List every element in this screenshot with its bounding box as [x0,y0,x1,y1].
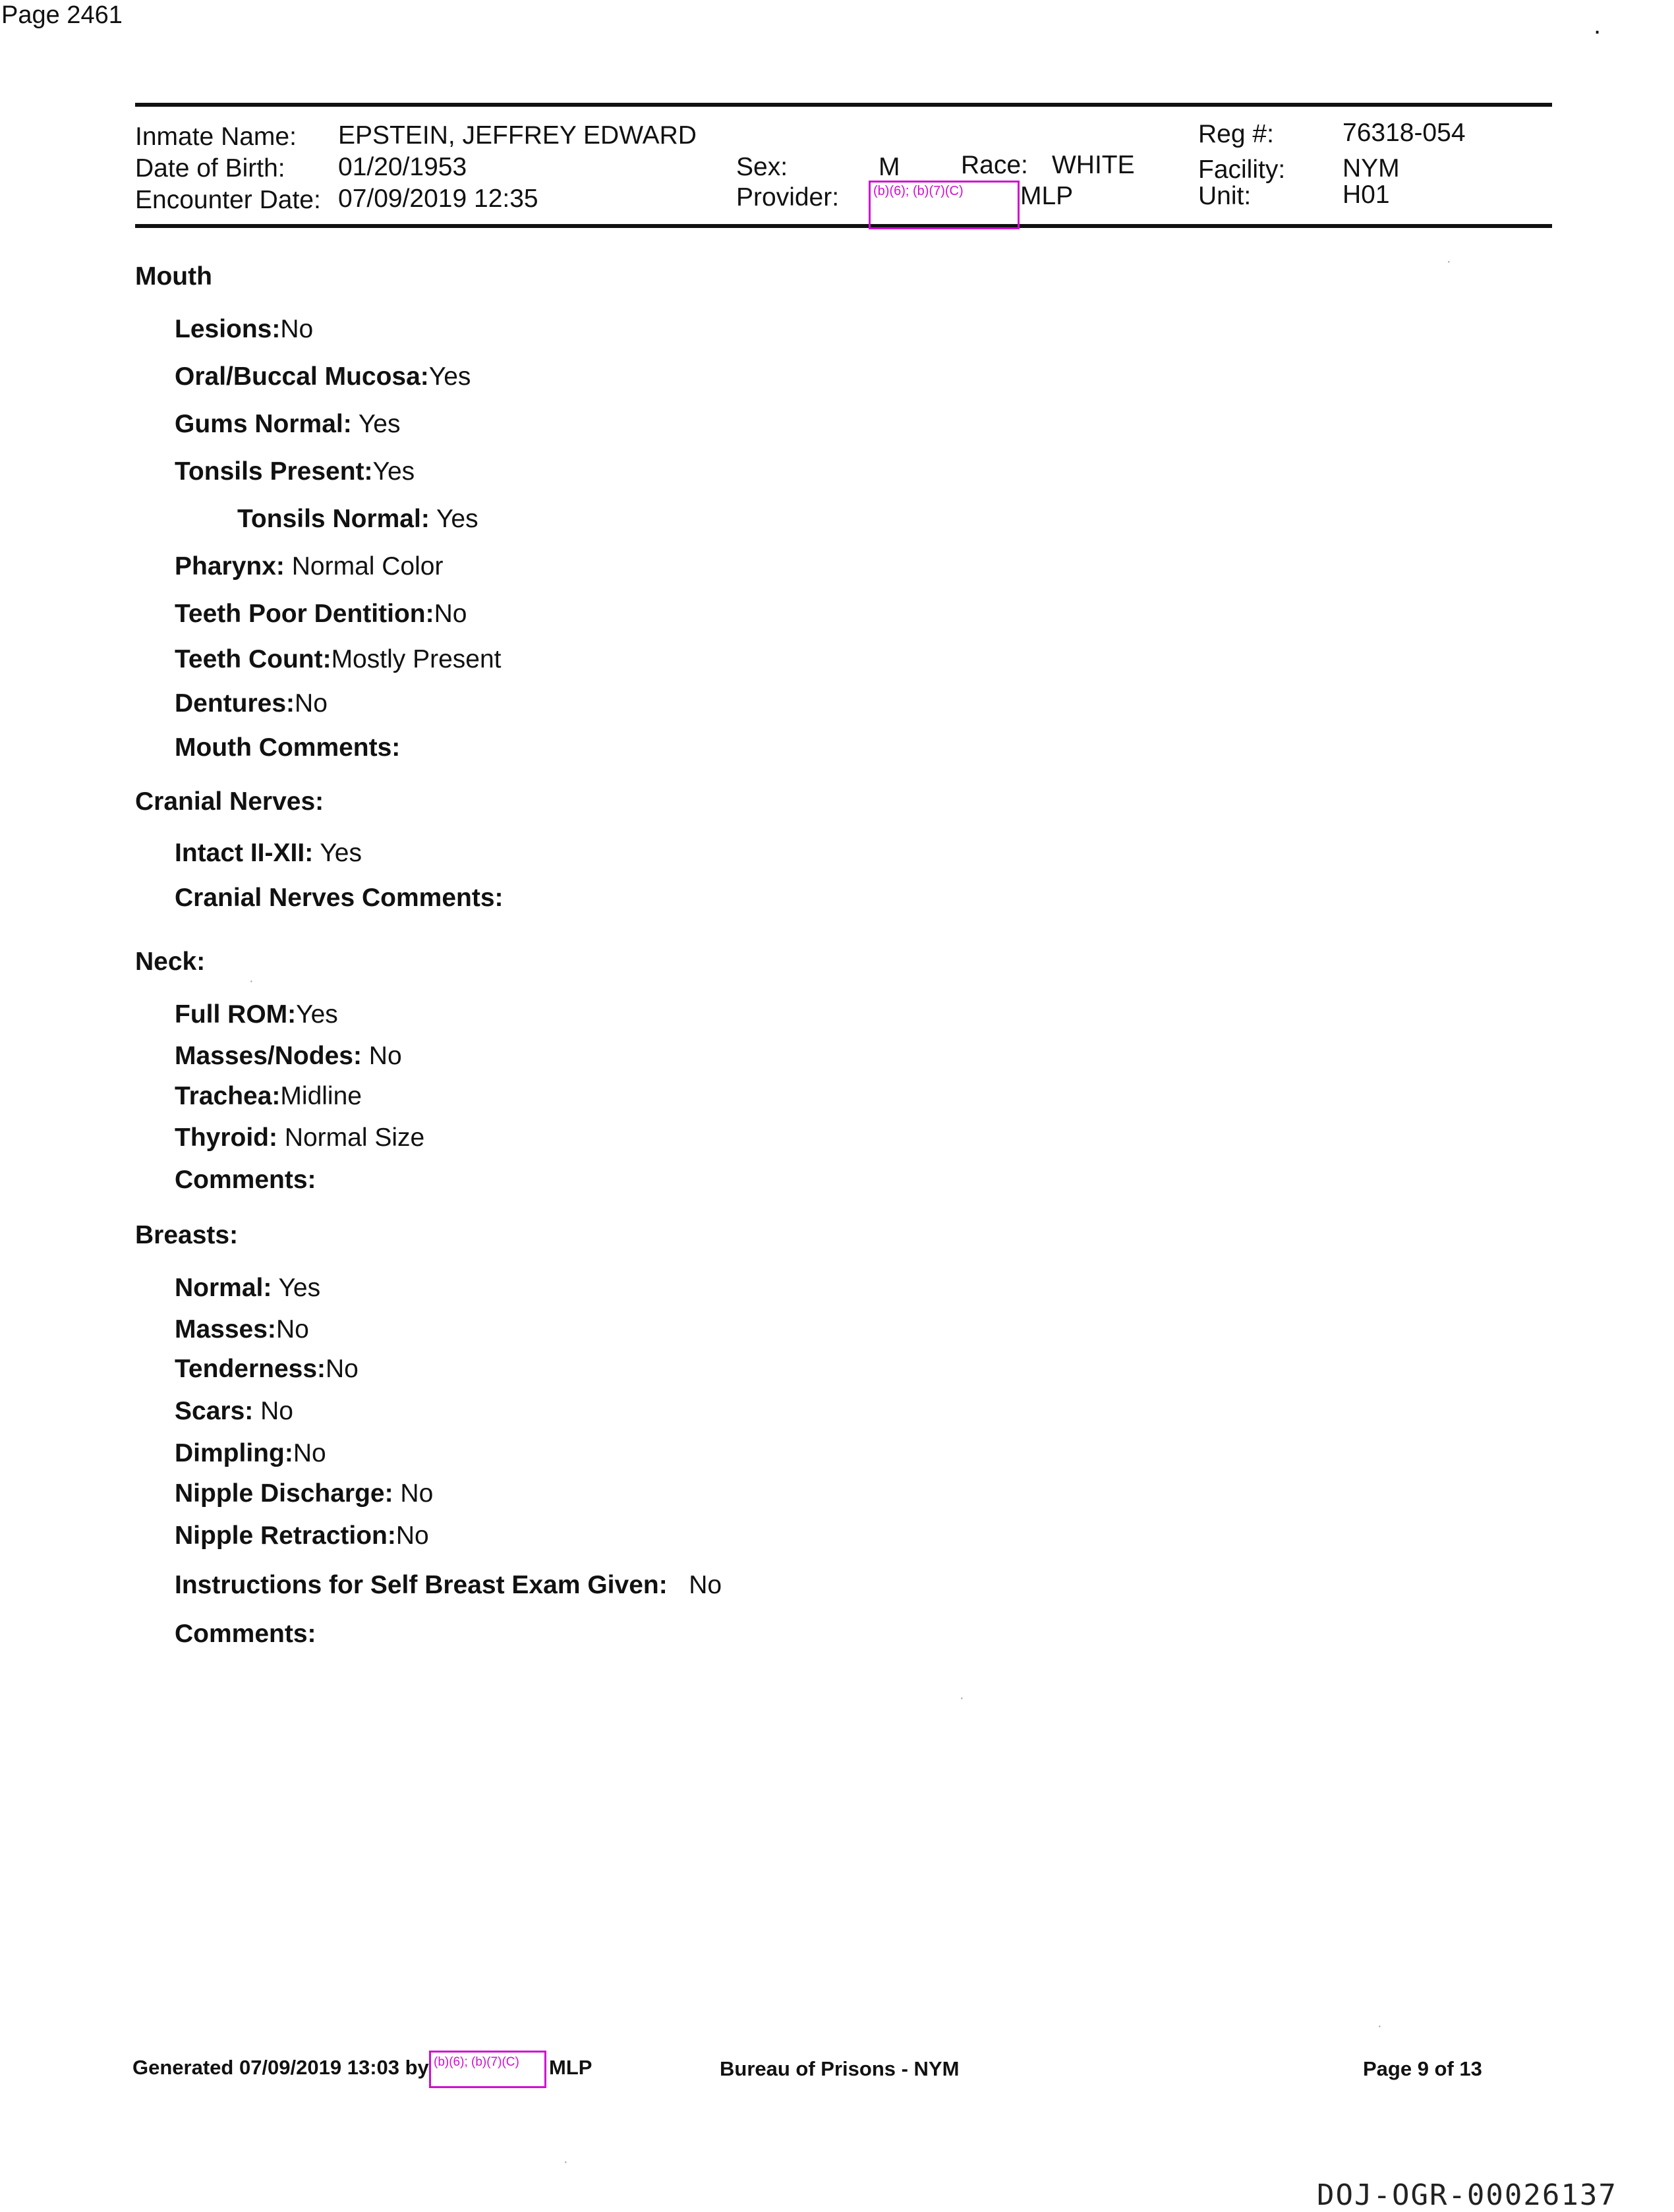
exam-field-label: Lesions: [175,315,281,343]
exam-field-label: Dimpling: [175,1439,293,1467]
exam-row [175,689,328,718]
scan-speck: · [249,974,254,988]
exam-row [237,505,478,534]
corner-mark: . [1594,11,1602,40]
exam-row [175,410,400,439]
exam-field-label: Intact II-XII: [175,839,314,867]
exam-field-value: Midline [280,1082,362,1110]
section-title-mouth: Mouth [135,262,212,291]
exam-row [175,1123,424,1152]
exam-field-label: Cranial Nerves Comments: [175,884,504,912]
exam-row [175,1000,338,1029]
exam-field-label: Dentures: [175,689,295,718]
exam-field-label: Teeth Poor Dentition: [175,600,434,628]
exam-field-value: No [326,1355,359,1383]
exam-field-label: Nipple Retraction: [175,1521,396,1550]
exam-field-label: Full ROM: [175,1000,297,1029]
exam-field-value: Yes [429,505,478,533]
exam-field-value: No [293,1439,326,1467]
exam-field-label: Oral/Buccal Mucosa: [175,362,429,391]
exam-row [175,1274,320,1303]
facility-value: NYM [1342,154,1400,183]
reg-value: 76318-054 [1342,119,1466,147]
exam-field-label: Scars: [175,1397,254,1425]
section-title-neck: Neck: [135,948,206,976]
exam-row [175,1521,429,1550]
exam-field-label: Tonsils Normal: [237,505,430,533]
section-title-cranial-nerves: Cranial Nerves: [135,787,324,816]
exam-row [175,1082,362,1111]
exam-field-value: Normal Color [284,552,444,581]
sex-label: Sex: [736,153,788,181]
exam-field-label: Teeth Count: [175,645,332,673]
scan-speck: · [1447,254,1451,269]
exam-row [175,457,415,486]
unit-value: H01 [1342,181,1390,209]
exam-field-value: Yes [272,1274,321,1302]
exam-field-label: Nipple Discharge: [175,1479,393,1508]
exam-row [175,1479,433,1508]
exam-field-label: Masses: [175,1315,276,1344]
exam-field-value: No [361,1042,402,1070]
exam-field-label: Gums Normal: [175,410,352,438]
provider-suffix: MLP [1020,182,1074,210]
exam-row [175,1439,326,1468]
exam-field-label: Instructions for Self Breast Exam Given: [175,1571,668,1599]
exam-field-value: Normal Size [277,1123,425,1152]
exam-field-label: Tenderness: [175,1355,326,1383]
footer-page-count: Page 9 of 13 [1363,2057,1482,2080]
exam-field-label: Pharynx: [175,552,285,581]
inmate-name-value: EPSTEIN, JEFFREY EDWARD [338,121,697,150]
race-value: WHITE [1052,151,1135,179]
provider-label: Provider: [736,183,840,212]
exam-field-value: No [295,689,328,718]
sex-value: M [879,153,900,181]
exam-field-value: No [280,315,314,343]
provider-redaction-box: (b)(6); (b)(7)(C) [869,181,1020,229]
exam-field-value: No [275,1315,309,1344]
facility-label: Facility: [1198,156,1286,184]
document-id: DOJ-OGR-00026137 [1317,2178,1617,2212]
exam-row [175,1166,316,1195]
exam-field-value: Mostly Present [331,645,502,673]
exam-row [175,315,313,344]
exam-field-label: Tonsils Present: [175,457,373,486]
exam-field-value: No [393,1479,434,1508]
page-number-label: Page 2461 [1,1,123,29]
exam-row [175,1571,722,1600]
exam-field-label: Comments: [175,1620,316,1648]
exam-row [175,839,362,868]
exam-field-value: Yes [351,410,401,438]
exam-field-value: Yes [372,457,415,486]
exam-field-value: No [434,600,467,628]
dob-value: 01/20/1953 [338,153,467,181]
footer-generated-suffix: MLP [549,2056,592,2079]
inmate-name-label: Inmate Name: [135,123,297,151]
exam-row [175,1315,309,1344]
exam-field-label: Thyroid: [175,1123,277,1152]
scan-speck: · [960,1691,964,1705]
exam-field-label: Mouth Comments: [175,733,401,762]
exam-field-value: No [667,1571,722,1599]
scan-speck: · [1377,2019,1382,2033]
exam-field-value: Yes [313,839,362,867]
exam-field-value: Yes [428,362,471,391]
exam-field-value: No [253,1397,293,1425]
footer-agency: Bureau of Prisons - NYM [720,2057,960,2080]
encounter-date-label: Encounter Date: [135,186,321,214]
exam-row [175,645,501,674]
exam-row [175,1042,402,1071]
exam-field-label: Masses/Nodes: [175,1042,362,1070]
scan-speck: · [563,2155,568,2169]
exam-field-label: Trachea: [175,1082,281,1110]
exam-field-label: Comments: [175,1166,316,1194]
footer-generated: Generated 07/09/2019 13:03 by [132,2056,429,2079]
exam-row [175,1355,359,1384]
exam-row [175,362,471,391]
race-label: Race: [961,151,1028,179]
exam-field-value: No [395,1521,429,1550]
dob-label: Date of Birth: [135,154,285,183]
exam-row [175,1620,316,1649]
encounter-date-value: 07/09/2019 12:35 [338,184,538,213]
header-bottom-rule [135,224,1552,228]
exam-row [175,733,400,762]
exam-row [175,1397,293,1426]
exam-row [175,552,443,581]
reg-label: Reg #: [1198,120,1274,148]
footer-redaction-box: (b)(6); (b)(7)(C) [429,2051,546,2088]
section-title-breasts: Breasts: [135,1221,239,1249]
header-top-rule [135,103,1552,107]
exam-field-value: Yes [296,1000,338,1029]
exam-row [175,884,504,913]
exam-field-label: Normal: [175,1274,272,1302]
exam-row [175,600,467,629]
unit-label: Unit: [1198,182,1252,210]
